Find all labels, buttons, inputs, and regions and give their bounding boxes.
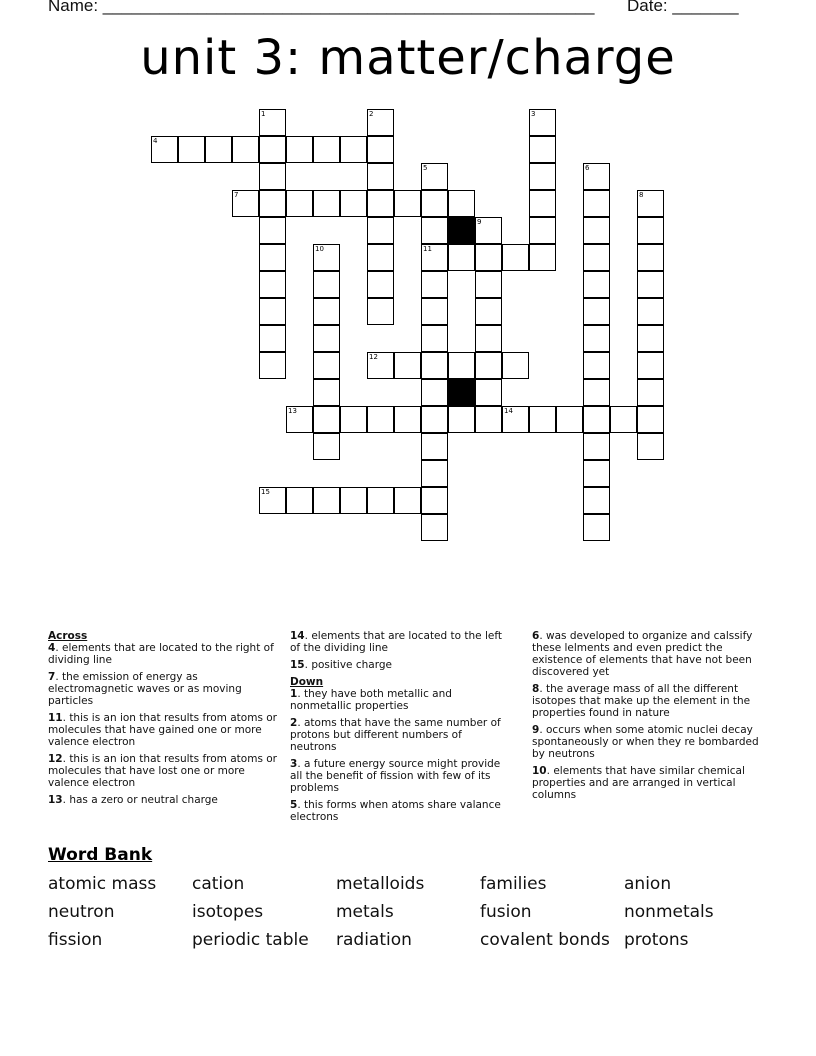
clue-number: 8 [639, 191, 644, 199]
word-bank-item: fission [48, 930, 103, 950]
crossword-cell[interactable] [529, 406, 556, 433]
clue-across-15: 15. positive charge [290, 659, 392, 671]
word-bank-item: cation [192, 874, 245, 894]
clue-number: 12 [369, 353, 378, 361]
crossword-cell[interactable] [367, 406, 394, 433]
down-heading: Down [290, 676, 324, 688]
crossword-cell[interactable] [475, 298, 502, 325]
crossword-cell[interactable] [313, 352, 340, 379]
crossword-cell[interactable] [583, 379, 610, 406]
crossword-cell[interactable] [583, 244, 610, 271]
crossword-cell[interactable] [421, 298, 448, 325]
page-title: unit 3: matter/charge [140, 30, 676, 86]
clue-number: 15 [261, 488, 270, 496]
crossword-cell[interactable] [421, 514, 448, 541]
crossword-cell[interactable] [637, 325, 664, 352]
crossword-cell[interactable] [637, 271, 664, 298]
crossword-cell[interactable] [313, 433, 340, 460]
crossword-cell[interactable] [259, 217, 286, 244]
crossword-cell[interactable] [637, 352, 664, 379]
crossword-cell[interactable] [367, 217, 394, 244]
crossword-cell[interactable] [313, 325, 340, 352]
clue-down-3: 3. a future energy source might provide all the benefit of fission with few of its problems [290, 758, 501, 794]
crossword-cell[interactable] [259, 352, 286, 379]
word-bank-item: anion [624, 874, 672, 894]
crossword-cell[interactable] [259, 298, 286, 325]
crossword-cell[interactable] [421, 190, 448, 217]
crossword-cell[interactable] [313, 406, 340, 433]
clue-number: 1 [261, 110, 266, 118]
crossword-cell[interactable] [475, 406, 502, 433]
name-label: Name: [48, 0, 103, 15]
clue-number: 10 [315, 245, 324, 253]
crossword-cell[interactable] [475, 271, 502, 298]
crossword-cell[interactable] [421, 433, 448, 460]
crossword-cell[interactable] [367, 244, 394, 271]
clue-number: 7 [234, 191, 239, 199]
crossword-cell[interactable] [421, 379, 448, 406]
clue-across-14: 14. elements that are located to the left of the dividing line [290, 630, 502, 654]
crossword-cell[interactable] [313, 190, 340, 217]
crossword-cell[interactable] [637, 379, 664, 406]
crossword-cell[interactable] [637, 298, 664, 325]
crossword-cell[interactable] [502, 352, 529, 379]
crossword-cell[interactable] [367, 190, 394, 217]
clue-number: 14 [504, 407, 513, 415]
clue-across-7: 7. the emission of energy as electromagnetic waves or as moving particles [48, 671, 242, 707]
crossword-cell[interactable] [259, 271, 286, 298]
crossword-cell[interactable] [529, 136, 556, 163]
crossword-cell[interactable] [367, 487, 394, 514]
crossword-cell[interactable] [421, 460, 448, 487]
word-bank-item: protons [624, 930, 689, 950]
crossword-cell[interactable] [448, 190, 475, 217]
clue-number: 3 [531, 110, 536, 118]
crossword-cell[interactable] [286, 136, 313, 163]
crossword-cell[interactable] [340, 136, 367, 163]
crossword-cell[interactable] [394, 352, 421, 379]
crossword-cell[interactable] [259, 190, 286, 217]
crossword-cell[interactable] [448, 352, 475, 379]
crossword-cell[interactable] [637, 433, 664, 460]
clue-across-11: 11. this is an ion that results from atoms or molecules that have gained one or more valence electron [48, 712, 277, 748]
crossword-cell[interactable] [259, 244, 286, 271]
clues-column-3 [532, 630, 766, 806]
across-heading: Across [48, 630, 88, 642]
crossword-cell[interactable] [583, 433, 610, 460]
crossword-cell[interactable] [367, 136, 394, 163]
black-square [448, 217, 475, 244]
crossword-cell[interactable] [313, 298, 340, 325]
black-square [448, 379, 475, 406]
crossword-cell[interactable] [583, 487, 610, 514]
crossword-cell[interactable] [583, 325, 610, 352]
clue-number: 9 [477, 218, 482, 226]
crossword-cell[interactable] [421, 406, 448, 433]
date-label: Date: [627, 0, 673, 15]
clue-number: 4 [153, 137, 158, 145]
crossword-cell[interactable] [394, 487, 421, 514]
clue-down-1: 1. they have both metallic and nonmetallic properties [290, 688, 452, 712]
crossword-cell[interactable] [394, 190, 421, 217]
clue-down-10: 10. elements that have similar chemical properties and are arranged in vertical columns [532, 765, 745, 801]
clue-across-4: 4. elements that are located to the right of dividing line [48, 642, 274, 666]
crossword-cell[interactable] [367, 298, 394, 325]
crossword-cell[interactable] [475, 325, 502, 352]
crossword-cell[interactable] [583, 514, 610, 541]
word-bank-item: neutron [48, 902, 115, 922]
crossword-cell[interactable] [637, 244, 664, 271]
crossword-cell[interactable] [421, 487, 448, 514]
crossword-cell[interactable] [448, 406, 475, 433]
crossword-cell[interactable] [286, 487, 313, 514]
crossword-cell[interactable] [421, 325, 448, 352]
clue-down-8: 8. the average mass of all the different isotopes that make up the element in the properties found in nature [532, 683, 751, 719]
crossword-cell[interactable] [313, 487, 340, 514]
word-bank-item: isotopes [192, 902, 264, 922]
crossword-cell[interactable] [583, 217, 610, 244]
clue-number: 13 [288, 407, 297, 415]
crossword-cell[interactable] [556, 406, 583, 433]
crossword-cell[interactable] [340, 190, 367, 217]
word-bank-item: metalloids [336, 874, 425, 894]
crossword-cell[interactable] [367, 271, 394, 298]
clue-across-12: 12. this is an ion that results from atoms or molecules that have lost one or more valence electron [48, 753, 277, 789]
crossword-cell[interactable] [421, 352, 448, 379]
word-bank-item: families [480, 874, 547, 894]
crossword-cell[interactable] [583, 406, 610, 433]
crossword-cell[interactable] [583, 460, 610, 487]
crossword-cell[interactable] [475, 352, 502, 379]
crossword-cell[interactable] [583, 352, 610, 379]
crossword-cell[interactable] [475, 379, 502, 406]
crossword-cell[interactable] [448, 244, 475, 271]
crossword-cell[interactable] [529, 244, 556, 271]
word-bank-item: atomic mass [48, 874, 157, 894]
crossword-cell[interactable] [232, 136, 259, 163]
clue-number: 5 [423, 164, 428, 172]
crossword-cell[interactable] [583, 271, 610, 298]
crossword-cell[interactable] [529, 163, 556, 190]
word-bank-item: covalent bonds [480, 930, 610, 950]
crossword-cell[interactable] [367, 163, 394, 190]
crossword-cell[interactable] [394, 406, 421, 433]
crossword-cell[interactable] [286, 190, 313, 217]
crossword-cell[interactable] [475, 244, 502, 271]
crossword-cell[interactable] [313, 136, 340, 163]
crossword-cell[interactable] [340, 487, 367, 514]
clue-number: 11 [423, 245, 432, 253]
date-blank[interactable]: _______ [672, 0, 739, 15]
crossword-cell[interactable] [259, 325, 286, 352]
crossword-cell[interactable] [637, 217, 664, 244]
clue-across-13: 13. has a zero or neutral charge [48, 794, 218, 806]
crossword-cell[interactable] [529, 217, 556, 244]
clue-down-6: 6. was developed to organize and calssify these lelments and even predict the existence of elements that have not been discovered yet [532, 630, 753, 678]
clue-down-9: 9. occurs when some atomic nuclei decay spontaneously or when they re bombarded by neutrons [532, 724, 759, 760]
crossword-cell[interactable] [421, 271, 448, 298]
crossword-cell[interactable] [205, 136, 232, 163]
crossword-cell[interactable] [529, 190, 556, 217]
crossword-cell[interactable] [313, 379, 340, 406]
crossword-cell[interactable] [610, 406, 637, 433]
crossword-cell[interactable] [583, 190, 610, 217]
clue-number: 2 [369, 110, 374, 118]
crossword-cell[interactable] [178, 136, 205, 163]
crossword-cell[interactable] [313, 271, 340, 298]
word-bank-item: fusion [480, 902, 532, 922]
name-blank[interactable]: ____________________________________________________ [102, 0, 595, 15]
word-bank-item: periodic table [192, 930, 309, 950]
word-bank-item: radiation [336, 930, 412, 950]
clue-down-5: 5. this forms when atoms share valance electrons [290, 799, 501, 823]
word-bank-item: metals [336, 902, 394, 922]
crossword-cell[interactable] [259, 136, 286, 163]
clues-column-2 [290, 630, 506, 828]
word-bank-item: nonmetals [624, 902, 714, 922]
crossword-cell[interactable] [583, 298, 610, 325]
crossword-cell[interactable] [259, 163, 286, 190]
crossword-cell[interactable] [502, 244, 529, 271]
clue-number: 6 [585, 164, 590, 172]
word-bank-title: Word Bank [48, 845, 153, 865]
crossword-cell[interactable] [340, 406, 367, 433]
clues-column-1 [48, 630, 280, 811]
clue-down-2: 2. atoms that have the same number of protons but different numbers of neutrons [290, 717, 501, 753]
crossword-cell[interactable] [421, 217, 448, 244]
crossword-cell[interactable] [637, 406, 664, 433]
